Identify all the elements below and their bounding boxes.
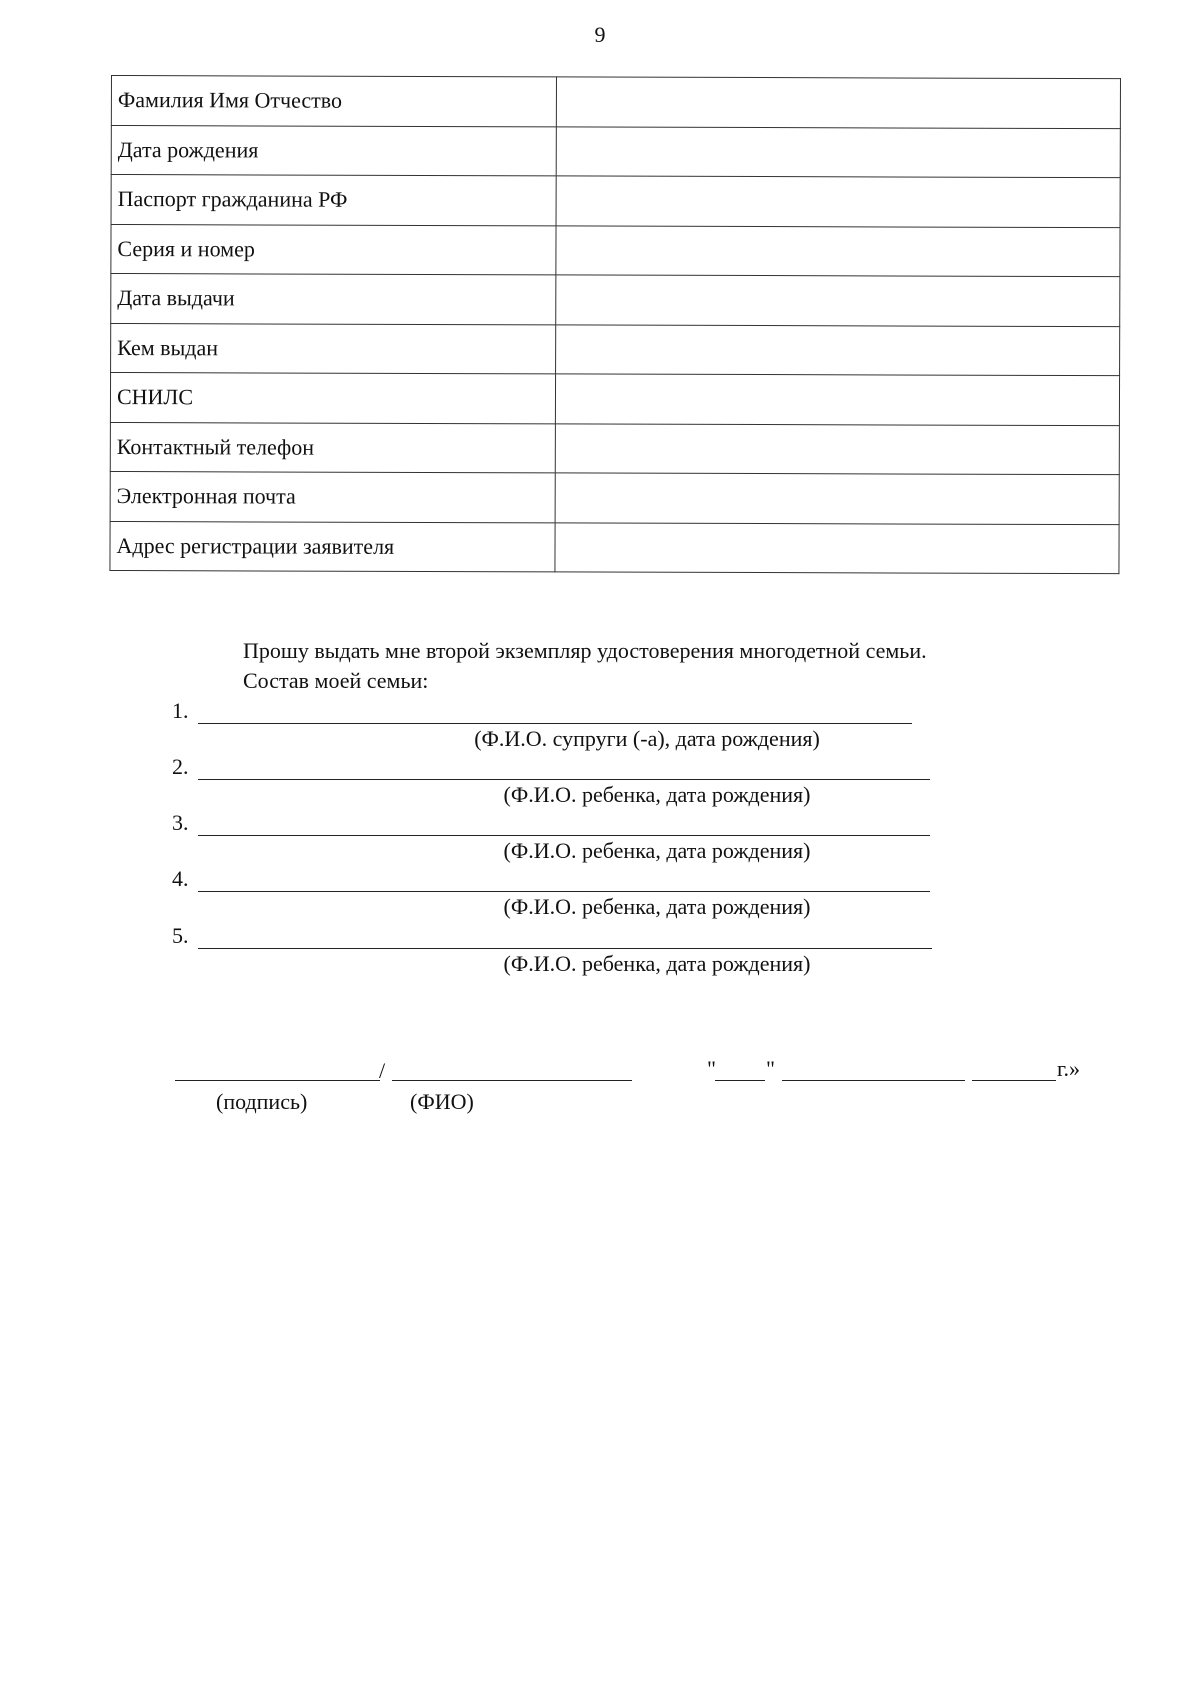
full-name-caption: (ФИО) (410, 1089, 474, 1114)
year-suffix: г.» (1057, 1056, 1081, 1081)
entry-caption: (Ф.И.О. ребенка, дата рождения) (503, 782, 811, 807)
row-label-passport: Паспорт гражданина РФ (111, 175, 556, 226)
row-value-email[interactable] (555, 473, 1119, 524)
row-label-address: Адрес регистрации заявителя (110, 521, 555, 572)
entry-number: 4. (172, 866, 189, 891)
entry-fill-line[interactable] (198, 891, 930, 892)
entry-number: 1. (172, 698, 189, 723)
row-label-issue-date: Дата выдачи (111, 274, 556, 325)
entry-caption: (Ф.И.О. ребенка, дата рождения) (503, 894, 811, 919)
table-row (111, 175, 1120, 228)
entry-number: 2. (172, 754, 189, 779)
row-value-issued-by[interactable] (556, 324, 1120, 375)
row-label-phone: Контактный телефон (110, 422, 555, 473)
table-row (111, 323, 1120, 376)
row-label-snils: СНИЛС (110, 373, 555, 424)
entry-number: 3. (172, 810, 189, 835)
row-value-full-name[interactable] (556, 77, 1120, 128)
row-value-birth-date[interactable] (556, 126, 1120, 177)
table-row (111, 274, 1120, 327)
row-label-birth-date: Дата рождения (111, 125, 556, 176)
entry-number: 5. (172, 923, 189, 948)
table-row (110, 373, 1119, 426)
row-value-snils[interactable] (555, 374, 1119, 425)
full-name-line[interactable] (392, 1080, 632, 1081)
date-day-line[interactable] (715, 1080, 765, 1081)
request-text: Прошу выдать мне второй экземпляр удостоверения многодетной семьи. (243, 638, 927, 663)
row-value-address[interactable] (555, 522, 1119, 573)
row-label-series-number: Серия и номер (111, 224, 556, 275)
table-row (110, 471, 1119, 524)
entry-fill-line[interactable] (198, 779, 930, 780)
table-row (111, 125, 1120, 178)
table-row (110, 521, 1119, 574)
row-label-email: Электронная почта (110, 471, 555, 522)
signature-caption: (подпись) (216, 1089, 308, 1114)
row-label-issued-by: Кем выдан (111, 323, 556, 374)
request-block (243, 636, 927, 696)
signature-line[interactable] (175, 1080, 380, 1081)
date-close-quote: " (766, 1056, 775, 1081)
entry-caption: (Ф.И.О. ребенка, дата рождения) (503, 951, 811, 976)
row-value-phone[interactable] (555, 423, 1119, 474)
signature-separator: / (379, 1058, 386, 1083)
table-row (111, 224, 1120, 277)
table-row (111, 76, 1120, 129)
entry-caption: (Ф.И.О. супруги (-а), дата рождения) (474, 726, 820, 751)
entry-fill-line[interactable] (198, 835, 930, 836)
family-heading: Состав моей семьи: (243, 668, 429, 693)
applicant-info-table (109, 75, 1121, 574)
row-value-series-number[interactable] (556, 225, 1120, 276)
date-month-line[interactable] (782, 1080, 965, 1081)
table-row (110, 422, 1119, 475)
row-value-passport[interactable] (556, 176, 1120, 227)
entry-caption: (Ф.И.О. ребенка, дата рождения) (503, 838, 811, 863)
date-open-quote: " (707, 1056, 716, 1081)
entry-fill-line[interactable] (198, 723, 912, 724)
page-number: 9 (594, 22, 606, 47)
row-label-full-name: Фамилия Имя Отчество (111, 76, 556, 127)
date-year-line[interactable] (972, 1080, 1056, 1081)
row-value-issue-date[interactable] (556, 275, 1120, 326)
entry-fill-line[interactable] (198, 948, 932, 949)
